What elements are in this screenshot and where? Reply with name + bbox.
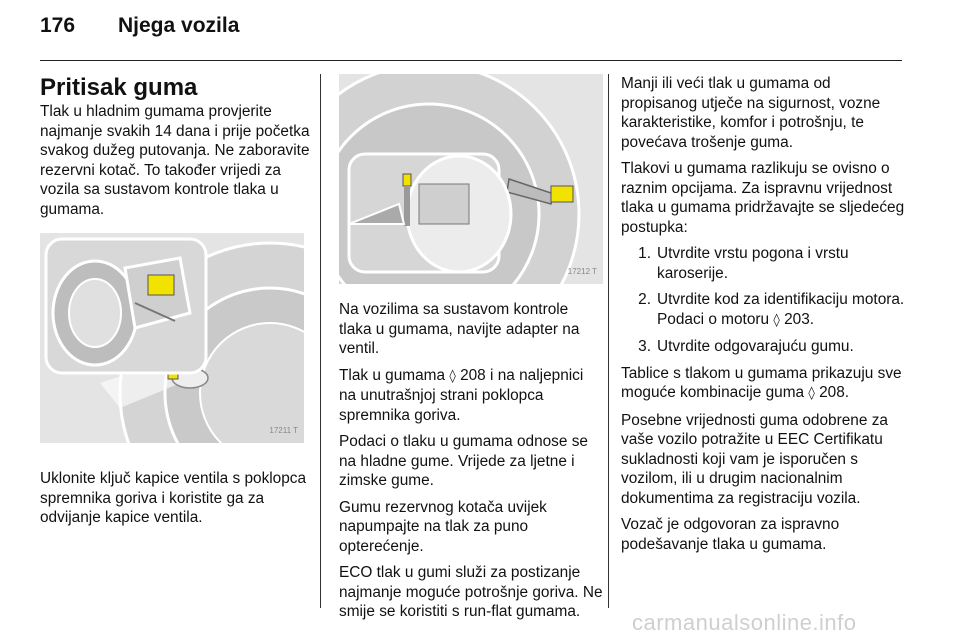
column-divider (608, 74, 609, 608)
page-title: Pritisak guma (40, 74, 198, 101)
paragraph: ECO tlak u gumi služi za postizanje najmanje moguće potrošnje goriva. Ne smije se koristiti s run-flat gumama. (339, 564, 603, 620)
ref-arrow-icon: ◊ (773, 312, 780, 328)
paragraph-with-ref: Tablice s tlakom u gumama prikazuju sve moguće kombinacije guma ◊ 208. (621, 364, 902, 401)
paragraph: Tlakovi u gumama razlikuju se ovisno o raznim opcijama. Za ispravnu vrijednost tlaka u gumama pridržavajte se sljedećeg postupka: (621, 160, 905, 236)
adapter-valve-illustration (339, 74, 603, 284)
paragraph: Posebne vrijednosti guma odobrene za vaše vozilo potražite u EEC Certifikatu sukladnosti koji vam je isporučen s vozilom, ili u drugim nacionalnim dokumentima za registraciju vozila. (621, 411, 888, 507)
ref-arrow-icon: ◊ (808, 386, 815, 401)
figure-code: 17211 T (269, 425, 298, 435)
adapter-valve-drawing (339, 74, 603, 284)
paragraph: Gumu rezervnog kotača uvijek napumpajte na tlak za puno opterećenje. (339, 498, 547, 555)
procedure-list (621, 244, 906, 357)
page-ref-link[interactable]: 208 (819, 384, 845, 401)
valve-cap-key-illustration (40, 233, 304, 443)
page-ref-link[interactable]: 208 (460, 366, 486, 384)
column-3 (621, 74, 906, 561)
list-item: 3. Utvrdite odgovarajuću gumu. (638, 338, 854, 355)
figure-code: 17212 T (567, 266, 597, 276)
page-ref-link[interactable]: 203 (784, 310, 810, 328)
column-1 (40, 74, 310, 535)
paragraph-with-ref: Tlak u gumama ◊ 208 i na naljepnici na unutrašnjoj strani poklopca spremnika goriva. (339, 366, 584, 424)
ref-arrow-icon: ◊ (449, 368, 456, 384)
paragraph: Vozač je odgovoran za ispravno podešavanje tlaka u gumama. (621, 516, 840, 553)
paragraph: Na vozilima sa sustavom kontrole tlaka u gumama, navijte adapter na ventil. (339, 301, 580, 357)
valve-cap-key-drawing (40, 233, 304, 443)
figure-caption: Uklonite ključ kapice ventila s poklopca spremnika goriva i koristite ga za odvijanje kapice ventila. (40, 470, 307, 526)
watermark: carmanualsonline.info (632, 610, 857, 635)
paragraph: Manji ili veći tlak u gumama od propisanog utječe na sigurnost, vozne karakteristike, komfor i potrošnju, te povećava trošenje guma. (621, 75, 881, 151)
column-divider (320, 74, 321, 608)
page-number: 176 (40, 14, 76, 37)
paragraph: Podaci o tlaku u gumama odnose se na hladne gume. Vrijede za ljetne i zimske gume. (339, 433, 588, 489)
header-divider (40, 60, 902, 61)
section-title: Njega vozila (118, 14, 240, 37)
column-2 (339, 74, 604, 629)
list-item: 1. Utvrdite vrstu pogona i vrstu karoserije. (638, 245, 849, 282)
list-item: 2. Utvrdite kod za identifikaciju motora. Podaci o motoru ◊ 203. (638, 291, 905, 328)
intro-paragraph: Tlak u hladnim gumama provjerite najmanje svakih 14 dana i prije početka svakog dužeg putovanja. Ne zaboravite rezervni kotač. To također vrijedi za vozila sa sustavom kontrole tlaka u gumama. (40, 103, 310, 218)
